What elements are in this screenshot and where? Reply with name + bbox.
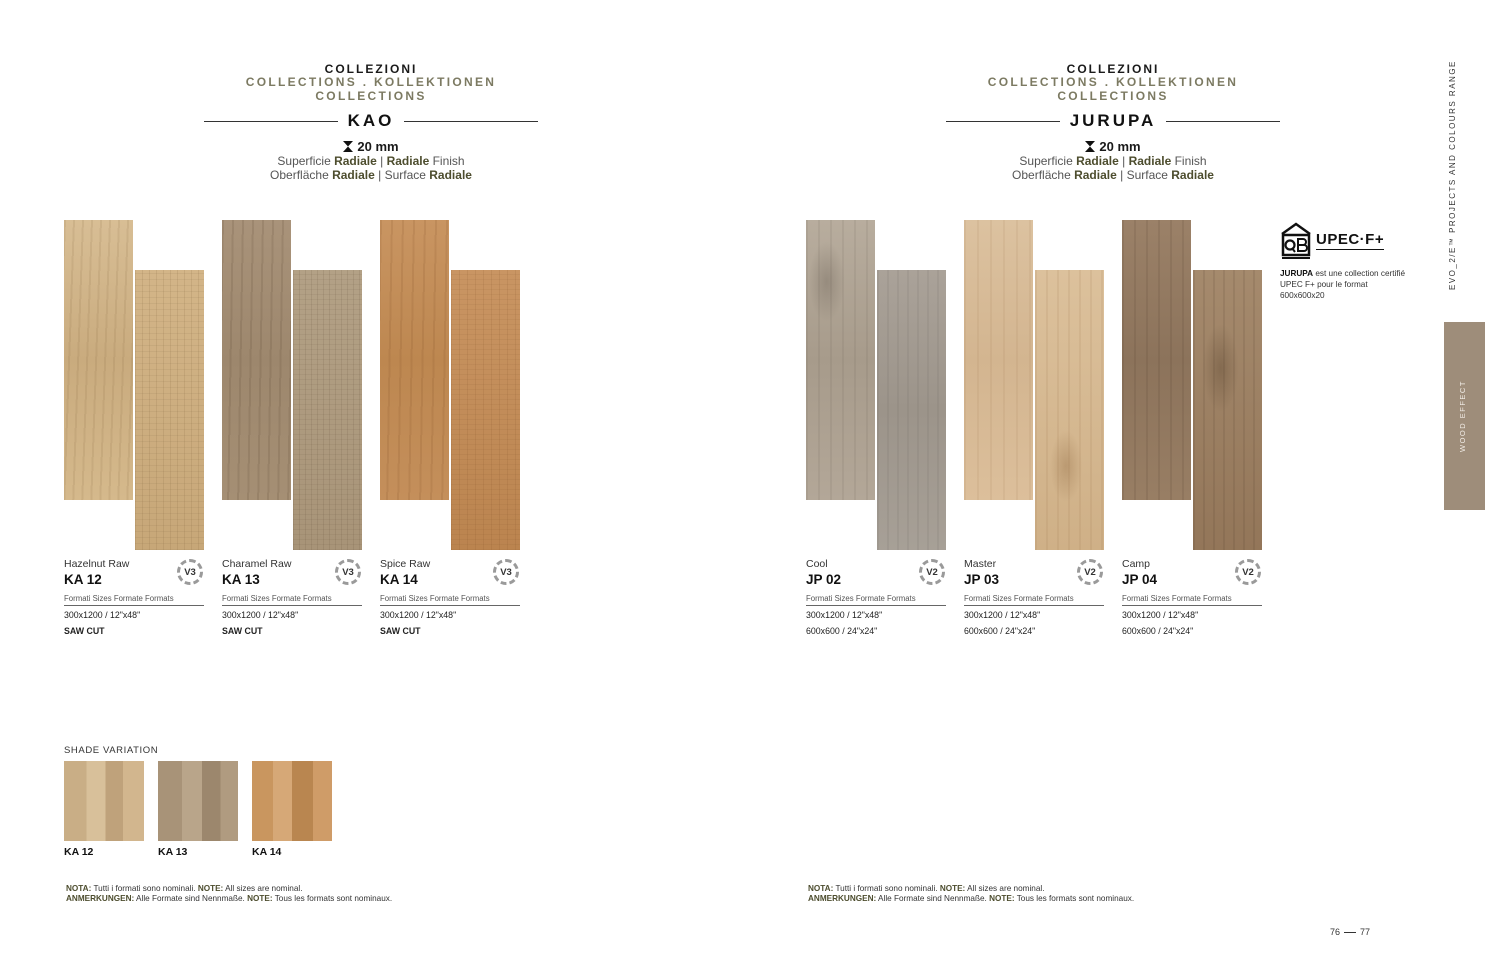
note-text: Tutti i formati sono nominali. <box>91 884 198 893</box>
shade-variation-title: SHADE VARIATION <box>64 745 159 756</box>
product-code: JP 02 <box>806 572 842 587</box>
finish-line-1 <box>946 154 1280 168</box>
variation-badge: V3 <box>177 559 203 585</box>
format-1: 300x1200 / 12"x48" <box>64 610 141 620</box>
note-text: All sizes are nominal. <box>223 884 303 893</box>
product-name: Master <box>964 558 997 570</box>
variation-badge: V2 <box>1235 559 1261 585</box>
upec-description <box>1280 268 1410 301</box>
page-right <box>742 0 1484 968</box>
product-card <box>964 220 1104 640</box>
plank-image <box>877 270 946 550</box>
collections-subtitle-2: COLLECTIONS <box>315 88 427 103</box>
product-card <box>222 220 362 640</box>
note-label: NOTE: <box>197 884 224 893</box>
format-2: 600x600 / 24"x24" <box>806 626 878 636</box>
collections-title: COLLEZIONI <box>1066 62 1160 76</box>
finish-bold: Radiale <box>1128 154 1172 168</box>
divider <box>204 121 338 122</box>
note-label: NOTE: <box>939 884 966 893</box>
collection-header <box>204 62 538 182</box>
finish-line-1 <box>204 154 538 168</box>
thickness-icon <box>1085 141 1095 152</box>
note-text: Tous les formats sont nominaux. <box>1014 894 1135 903</box>
collection-header <box>946 62 1280 182</box>
collection-name-row <box>204 109 538 133</box>
page-number-right: 77 <box>1360 927 1371 937</box>
finish-text: Oberfläche <box>1012 168 1075 182</box>
finish-bold: Radiale <box>429 168 472 182</box>
plank-image <box>964 220 1033 500</box>
format-2: SAW CUT <box>380 626 421 636</box>
product-card <box>380 220 520 640</box>
product-card <box>806 220 946 640</box>
product-card <box>1122 220 1262 640</box>
formats-label: Formati Sizes Formate Formats <box>222 594 362 606</box>
format-1: 300x1200 / 12"x48" <box>964 610 1041 620</box>
plank-image <box>293 270 362 550</box>
note-text: All sizes are nominal. <box>965 884 1045 893</box>
finish-bold: Radiale <box>386 154 430 168</box>
finish-line-2 <box>946 168 1280 182</box>
format-2: SAW CUT <box>64 626 105 636</box>
finish-sep: | <box>1118 154 1129 168</box>
thickness-value: 20 mm <box>1099 139 1141 154</box>
collections-title: COLLEZIONI <box>324 62 418 76</box>
upec-desc-text: est une collection certifié UPEC F+ pour le format 600x600x20 <box>1280 269 1405 300</box>
sizes-note <box>808 884 1134 904</box>
note-label: NOTA: <box>808 884 834 893</box>
finish-text: Superficie <box>277 154 335 168</box>
formats-label: Formati Sizes Formate Formats <box>806 594 946 606</box>
thickness-icon <box>343 141 353 152</box>
qb-logo-icon <box>1280 220 1312 260</box>
note-text: Alle Formate sind Nennmaße. <box>876 894 990 903</box>
wood-effect-tab <box>1444 322 1485 510</box>
range-side-text: EVO_2/E™ PROJECTS AND COLOURS RANGE <box>1448 60 1457 290</box>
plank-image <box>806 220 875 500</box>
swatch-label: KA 12 <box>64 846 94 858</box>
shade-swatch <box>252 761 332 841</box>
note-label: NOTE: <box>247 894 273 903</box>
format-2: 600x600 / 24"x24" <box>964 626 1036 636</box>
format-2: 600x600 / 24"x24" <box>1122 626 1194 636</box>
collection-name-row <box>946 109 1280 133</box>
finish-bold: Radiale <box>1076 154 1119 168</box>
product-name: Spice Raw <box>380 558 431 570</box>
plank-image <box>1035 270 1104 550</box>
divider <box>404 121 538 122</box>
swatch-label: KA 14 <box>252 846 282 858</box>
finish-bold: Radiale <box>334 154 377 168</box>
note-label: ANMERKUNGEN: <box>808 894 877 903</box>
page-number-left: 76 <box>1330 927 1341 937</box>
product-code: KA 12 <box>64 572 102 587</box>
format-2: SAW CUT <box>222 626 263 636</box>
product-code: JP 04 <box>1122 572 1158 587</box>
note-label: NOTE: <box>989 894 1015 903</box>
finish-bold: Radiale <box>332 168 375 182</box>
formats-label: Formati Sizes Formate Formats <box>964 594 1104 606</box>
plank-image <box>451 270 520 550</box>
plank-image <box>380 220 449 500</box>
note-label: NOTA: <box>66 884 92 893</box>
product-code: KA 13 <box>222 572 260 587</box>
page-numbers <box>1330 927 1370 937</box>
page-left <box>0 0 742 968</box>
formats-label: Formati Sizes Formate Formats <box>1122 594 1262 606</box>
finish-bold: Radiale <box>1074 168 1117 182</box>
finish-text: Finish <box>429 154 465 168</box>
upec-label: UPEC·F+ <box>1316 230 1385 248</box>
finish-text: Superficie <box>1019 154 1077 168</box>
variation-badge: V2 <box>919 559 945 585</box>
collections-subtitle: COLLECTIONS . KOLLEKTIONEN <box>987 75 1239 89</box>
upec-certification <box>1280 220 1410 301</box>
finish-text: Finish <box>1171 154 1207 168</box>
note-text: Tutti i formati sono nominali. <box>833 884 940 893</box>
product-card <box>64 220 204 640</box>
format-1: 300x1200 / 12"x48" <box>222 610 299 620</box>
shade-swatch <box>64 761 144 841</box>
plank-image <box>1193 270 1262 550</box>
product-name: Hazelnut Raw <box>64 558 130 570</box>
variation-badge: V3 <box>493 559 519 585</box>
product-code: KA 14 <box>380 572 418 587</box>
finish-text: | Surface <box>1116 168 1172 182</box>
product-name: Cool <box>806 558 828 570</box>
collections-subtitle: COLLECTIONS . KOLLEKTIONEN <box>245 75 497 89</box>
variation-badge: V3 <box>335 559 361 585</box>
finish-sep: | <box>376 154 387 168</box>
collection-name: JURUPA <box>1069 111 1157 130</box>
finish-line-2 <box>204 168 538 182</box>
format-1: 300x1200 / 12"x48" <box>1122 610 1199 620</box>
upec-desc-bold: JURUPA <box>1280 269 1314 278</box>
wood-effect-label: WOOD EFFECT <box>1458 380 1467 452</box>
shade-swatch <box>158 761 238 841</box>
format-1: 300x1200 / 12"x48" <box>806 610 883 620</box>
plank-image <box>135 270 204 550</box>
divider <box>1166 121 1280 122</box>
note-text: Tous les formats sont nominaux. <box>272 894 393 903</box>
note-label: ANMERKUNGEN: <box>66 894 135 903</box>
divider <box>946 121 1060 122</box>
variation-badge: V2 <box>1077 559 1103 585</box>
upec-logo <box>1280 220 1410 260</box>
format-1: 300x1200 / 12"x48" <box>380 610 457 620</box>
collections-subtitle-2: COLLECTIONS <box>1057 88 1169 103</box>
sizes-note <box>66 884 392 904</box>
page-number-separator <box>1344 932 1356 933</box>
finish-text: | Surface <box>374 168 430 182</box>
plank-image <box>222 220 291 500</box>
formats-label: Formati Sizes Formate Formats <box>380 594 520 606</box>
formats-label: Formati Sizes Formate Formats <box>64 594 204 606</box>
collection-name: KAO <box>347 111 395 130</box>
finish-bold: Radiale <box>1171 168 1214 182</box>
plank-image <box>1122 220 1191 500</box>
note-text: Alle Formate sind Nennmaße. <box>134 894 248 903</box>
thickness <box>946 139 1280 154</box>
product-name: Camp <box>1122 558 1151 570</box>
product-name: Charamel Raw <box>222 558 292 570</box>
thickness <box>204 139 538 154</box>
finish-text: Oberfläche <box>270 168 333 182</box>
product-code: JP 03 <box>964 572 1000 587</box>
swatch-label: KA 13 <box>158 846 188 858</box>
plank-image <box>64 220 133 500</box>
thickness-value: 20 mm <box>357 139 399 154</box>
